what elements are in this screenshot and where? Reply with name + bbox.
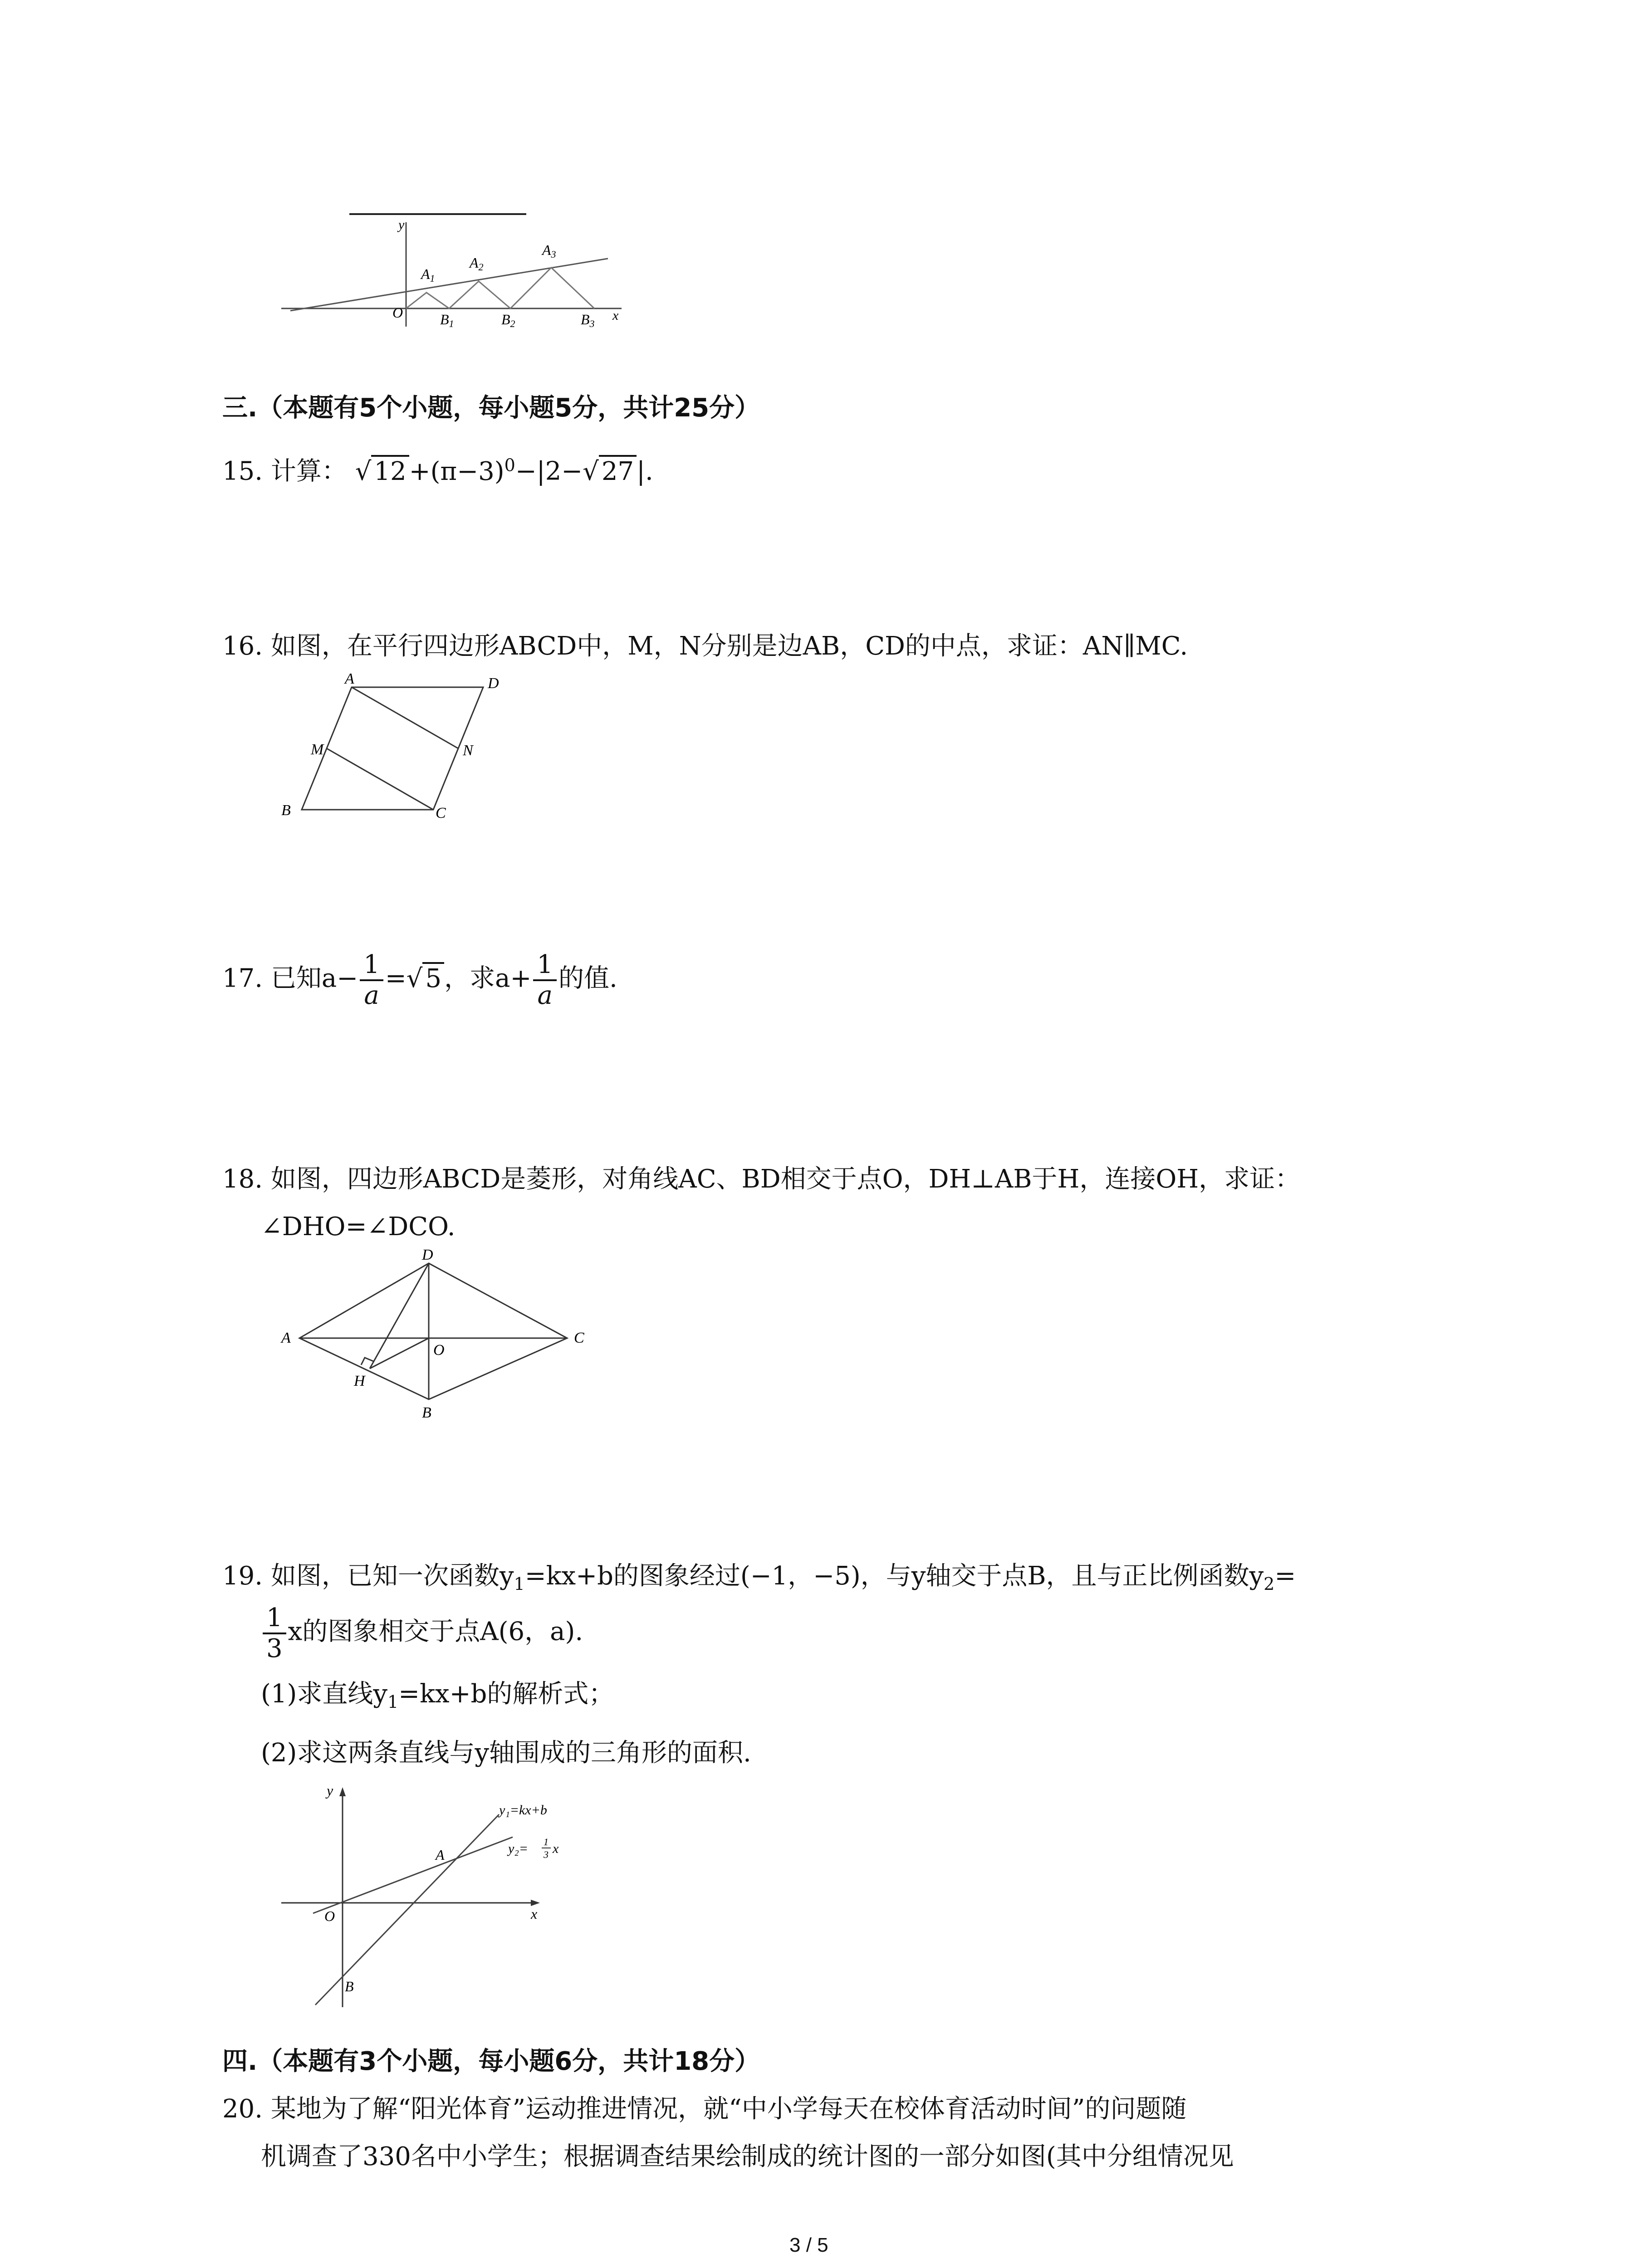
q20-number: 20. [222,2094,263,2124]
q19-label-line-2: y₂= [508,1841,528,1856]
q17-frac-2: $\frac{1}{a}$ [533,950,557,1010]
q18-label-o: O [433,1342,445,1359]
q18-label-b: B [422,1404,431,1421]
q16-label-b: B [281,802,291,819]
q14-label-a1: A1 [421,266,435,284]
q15-abs: −|2− [515,456,583,486]
q17-lead: 已知a− [270,963,358,993]
question-16 [222,628,1188,665]
question-19-line-2 [261,1603,583,1663]
section-4-heading: 四.（本题有3个小题，每小题6分，共计18分） [222,2047,760,2076]
figure-q16-parallelogram [272,674,526,828]
q19-label-o: O [324,1908,335,1924]
figure-q14-zigzag [277,209,640,336]
question-18-line-2: ∠DHO=∠DCO. [261,1212,456,1242]
q14-label-o: O [392,304,403,321]
q16-label-m: M [311,741,324,758]
q14-label-x: x [612,308,619,323]
q18-text-1: 如图，四边形ABCD是菱形，对角线AC、BD相交于点O，DH⊥AB于H，连接OH，求证： [270,1164,1301,1194]
q18-number: 18. [222,1164,263,1194]
q17-eq: = [385,963,407,993]
q16-label-d: D [488,675,499,692]
q14-label-a2: A2 [470,254,484,273]
q17-number: 17. [222,963,263,993]
q15-number: 15. [222,456,263,486]
q17-mid: ，求a+ [444,963,532,993]
question-15 [222,447,653,490]
q19-label-line-2-num: 1 [544,1836,549,1848]
q19-label-line-2-den: 3 [544,1849,549,1860]
q18-label-d: D [422,1250,433,1263]
q20-text-1: 某地为了解“阳光体育”运动推进情况，就“中小学每天在校体育活动时间”的问题随 [270,2094,1187,2124]
q14-label-y: y [398,217,405,232]
question-17 [222,950,617,1010]
question-18-line-1 [222,1161,1300,1198]
figure-q19-graph [277,1778,603,2014]
question-20-line-1 [222,2091,1186,2127]
page-number: 3 / 5 [789,2234,828,2256]
q18-label-c: C [574,1330,584,1346]
q17-sqrt-5: √ 5 [407,961,444,997]
q19-frac: $\frac{1}{3}$ [263,1603,286,1663]
q15-lead: 计算： [270,456,347,486]
q15-mid: $+(\pi-3)^0$ [409,455,515,486]
question-19-line-1 [222,1558,1296,1602]
q19-label-line-1: y₁=kx+b [499,1803,547,1818]
q17-end: 的值. [558,963,617,993]
q18-label-a: A [281,1330,291,1346]
q19-label-line-2-x: x [553,1841,559,1856]
q19-label-a: A [436,1847,445,1863]
q14-label-b2: B2 [501,311,515,329]
q14-label-b3: B3 [581,311,595,329]
q16-text: 如图，在平行四边形ABCD中，M，N分别是边AB，CD的中点，求证：AN∥MC. [270,631,1188,661]
q19-label-x: x [531,1906,538,1922]
section-3-heading: 三.（本题有5个小题，每小题5分，共计25分） [222,393,760,423]
q19-number: 19. [222,1561,263,1591]
q19-label-y: y [327,1782,333,1799]
q15-end: |. [637,456,653,486]
q15-sqrt-12: √ 12 [355,454,409,490]
q14-label-a3: A3 [542,242,556,260]
q14-label-b1: B1 [440,311,454,329]
q18-label-h: H [354,1373,365,1389]
q15-sqrt-27: √ 27 [583,454,637,490]
q19-text-2: x的图象相交于点A(6，a). [288,1617,583,1647]
figure-q18-rhombus [272,1250,599,1427]
q17-frac-1: $\frac{1}{a}$ [360,950,383,1010]
q16-label-n: N [463,742,473,759]
question-19-part-2: (2)求这两条直线与y轴围成的三角形的面积. [261,1738,751,1768]
q16-label-a: A [345,674,354,687]
q19-text-1: 如图，已知一次函数$y_1=kx+b$的图象经过(−1，−5)，与y轴交于点B，且与正比例函数$y_2=$ [270,1561,1296,1594]
q16-number: 16. [222,631,263,661]
q16-label-c: C [436,805,446,821]
question-19-part-1: (1)求直线$y_1=kx+b$的解析式； [261,1679,614,1712]
q19-label-b: B [345,1978,354,1994]
question-20-line-2: 机调查了330名中小学生；根据调查结果绘制成的统计图的一部分如图(其中分组情况见 [261,2142,1234,2171]
